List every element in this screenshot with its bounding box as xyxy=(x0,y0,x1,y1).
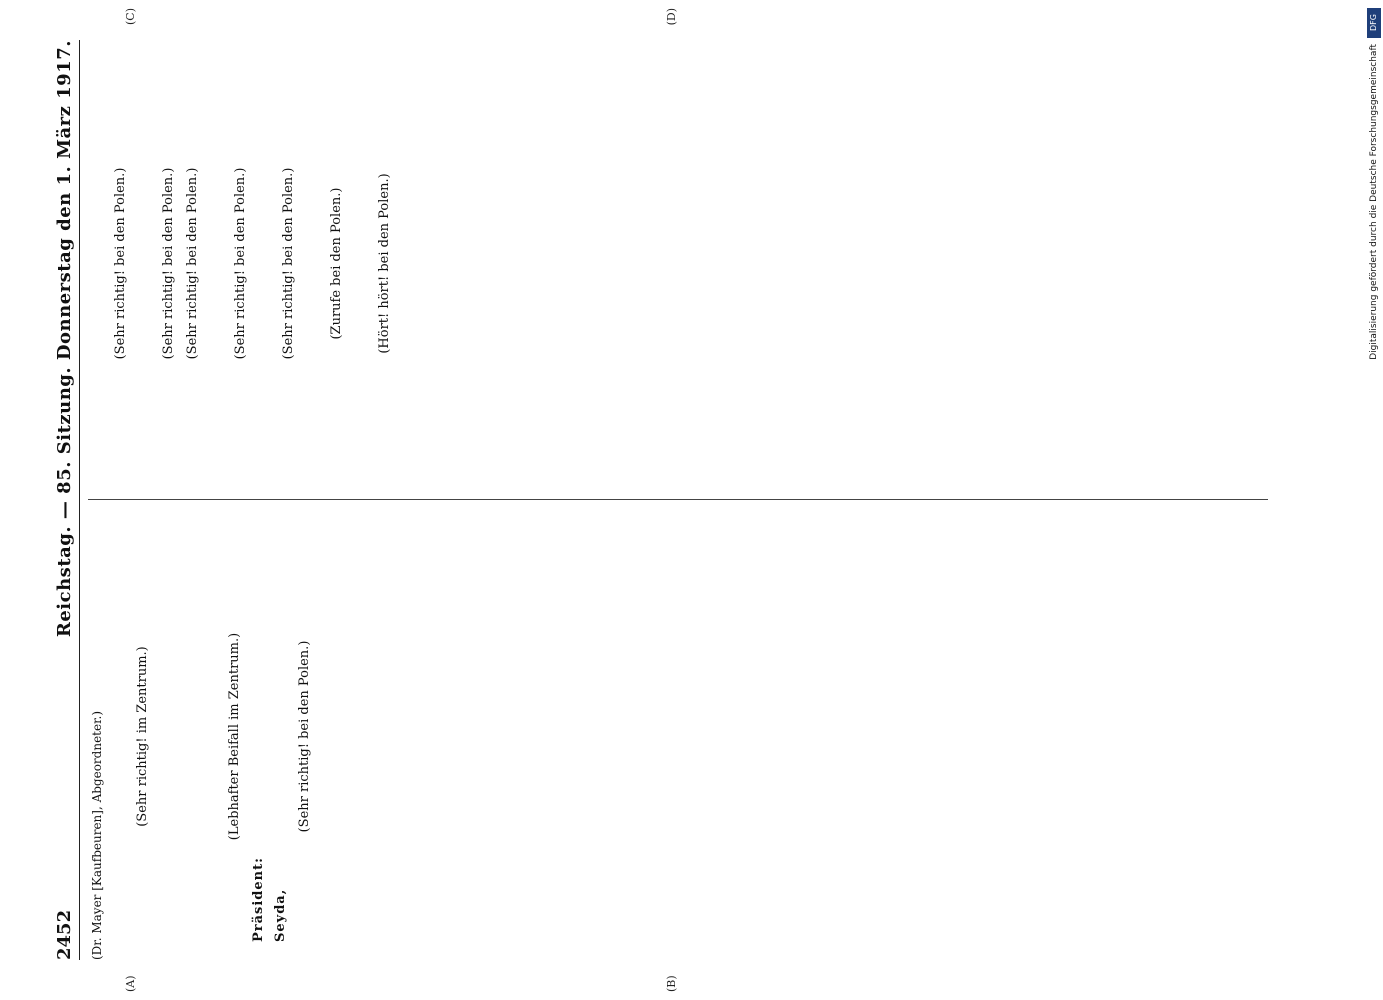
paragraph xyxy=(88,40,106,487)
margin-mark-a: (A) xyxy=(124,975,137,992)
paragraph xyxy=(110,513,128,960)
paragraph xyxy=(352,40,370,487)
digitization-credit xyxy=(1367,8,1381,992)
dfg-logo: DFG xyxy=(1367,8,1381,38)
interjection: (Sehr richtig! bei den Polen.) xyxy=(233,167,248,360)
text-columns xyxy=(88,8,1268,992)
speaker-name: Seyda, xyxy=(273,888,288,942)
interjection: (Sehr richtig! im Zentrum.) xyxy=(135,646,150,827)
page-title: Reichstag. — 85. Sitzung. Donnerstag den 1. März 1917. xyxy=(54,40,75,638)
paragraph xyxy=(304,40,322,487)
margin-mark-b: (B) xyxy=(665,975,678,992)
interjection: (Sehr richtig! bei den Polen.) xyxy=(297,640,312,833)
interjection: (Sehr richtig! bei den Polen.) xyxy=(281,167,296,360)
credit-text: Digitalisierung gefördert durch die Deutsche Forschungsgemeinschaft xyxy=(1369,44,1379,360)
interjection: (Sehr richtig! bei den Polen.) xyxy=(113,167,128,360)
left-column xyxy=(88,513,1268,992)
speaker-paragraph xyxy=(272,513,290,960)
column-divider xyxy=(88,499,1268,500)
paragraph xyxy=(202,513,220,960)
margin-mark-d: (D) xyxy=(665,8,678,26)
page-number: 2452 xyxy=(54,909,75,960)
interjection: (Sehr richtig! bei den Polen.) xyxy=(185,167,200,360)
interjection: (Sehr richtig! bei den Polen.) xyxy=(161,167,176,360)
speaker-line: (Dr. Mayer [Kaufbeuren], Abgeordneter.) xyxy=(90,710,104,960)
paragraph xyxy=(256,40,274,487)
interjection: (Lebhafter Beifall im Zentrum.) xyxy=(227,632,242,841)
paragraph xyxy=(158,513,176,960)
interjection: (Hört! hört! bei den Polen.) xyxy=(377,173,392,354)
president-label: Präsident: xyxy=(251,857,266,942)
margin-mark-c: (C) xyxy=(124,8,137,25)
right-column xyxy=(88,8,1268,487)
paragraph xyxy=(180,513,198,960)
running-head xyxy=(54,40,80,960)
president-paragraph xyxy=(250,513,268,960)
paragraph xyxy=(320,513,338,960)
paragraph xyxy=(136,40,154,487)
interjection: (Zurufe bei den Polen.) xyxy=(329,187,344,340)
paragraph xyxy=(208,40,226,487)
